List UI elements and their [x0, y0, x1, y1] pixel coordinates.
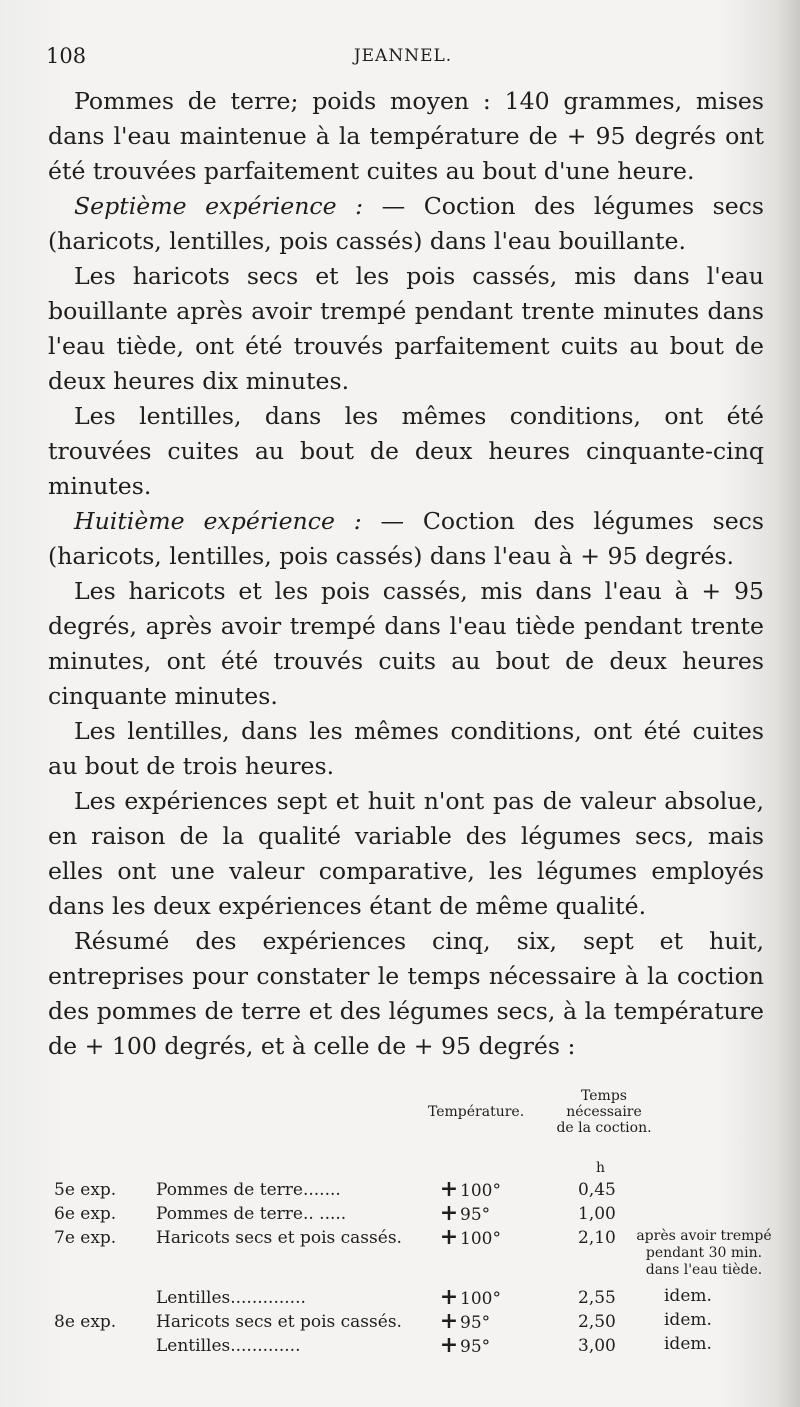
page-header — [46, 44, 760, 78]
paragraph: Les haricots et les pois cassés, mis dans l'eau à + 95 degrés, après avoir trempé dans l'eau tiède pendant trente minutes, ont été trouvés cuits au bout de deux heures cinquante minutes. — [48, 577, 764, 710]
table-note: après avoir trempé pendant 30 min. dans l'eau tiède. — [636, 1228, 772, 1278]
paragraph: Les haricots secs et les pois cassés, mis dans l'eau bouillante après avoir trempé pendant trente minutes dans l'eau tiède, ont été trouvés parfaitement cuits au bout de deux heures dix minutes. — [48, 262, 764, 395]
paragraph: Pommes de terre; poids moyen : 140 grammes, mises dans l'eau maintenue à la température de + 95 degrés ont été trouvées parfaitement cuites au bout d'une heure. — [48, 87, 764, 185]
summary-table: Température. Temps nécessaire de la coction. h 5e exp. Pommes de terre....... + 100° 0,45 6e exp. Pommes de terre.. ..... + 95° 1,00 7e exp. Haricots secs et pois cassés. + 100° 2,10 après avoir trempé pendant 30 min. dans l'eau tiède. Lentilles.............. + 100° 2,55 idem. 8e exp. Haricots secs et pois cassés. + 95° 2,50 idem. Lentilles............. + 95° 3,00 idem. — [52, 1088, 792, 1150]
column-header-time: Temps nécessaire de la coction. — [556, 1088, 652, 1136]
running-head: JEANNEL. — [353, 46, 453, 66]
paragraph: Les expériences sept et huit n'ont pas de valeur absolue, en raison de la qualité variable des légumes secs, mais elles ont une valeur comparative, les légumes employés dans les deux expériences étant de même qualité. — [48, 787, 764, 920]
column-header-temperature: Température. — [428, 1104, 525, 1120]
page-number: 108 — [46, 44, 87, 68]
paragraph: Les lentilles, dans les mêmes conditions, ont été cuites au bout de trois heures. — [48, 717, 764, 780]
body-text — [48, 84, 764, 1064]
table-header — [52, 1088, 792, 1176]
paragraph: Les lentilles, dans les mêmes conditions, ont été trouvées cuites au bout de deux heures cinquante-cinq minutes. — [48, 402, 764, 500]
paragraph: Huitième expérience : — Coction des légumes secs (haricots, lentilles, pois cassés) dans l'eau à + 95 degrés. — [48, 507, 764, 570]
paragraph: Septième expérience : — Coction des légumes secs (haricots, lentilles, pois cassés) dans l'eau bouillante. — [48, 192, 765, 255]
paragraph: Résumé des expériences cinq, six, sept et huit, entreprises pour constater le temps nécessaire à la coction des pommes de terre et des légumes secs, à la température de + 100 degrés, et à celle de + 95 degrés : — [48, 927, 764, 1060]
time-unit: h — [596, 1160, 606, 1176]
experiment-heading: Huitième expérience : — [74, 507, 362, 535]
experiment-heading: Septième expérience : — [74, 192, 364, 220]
